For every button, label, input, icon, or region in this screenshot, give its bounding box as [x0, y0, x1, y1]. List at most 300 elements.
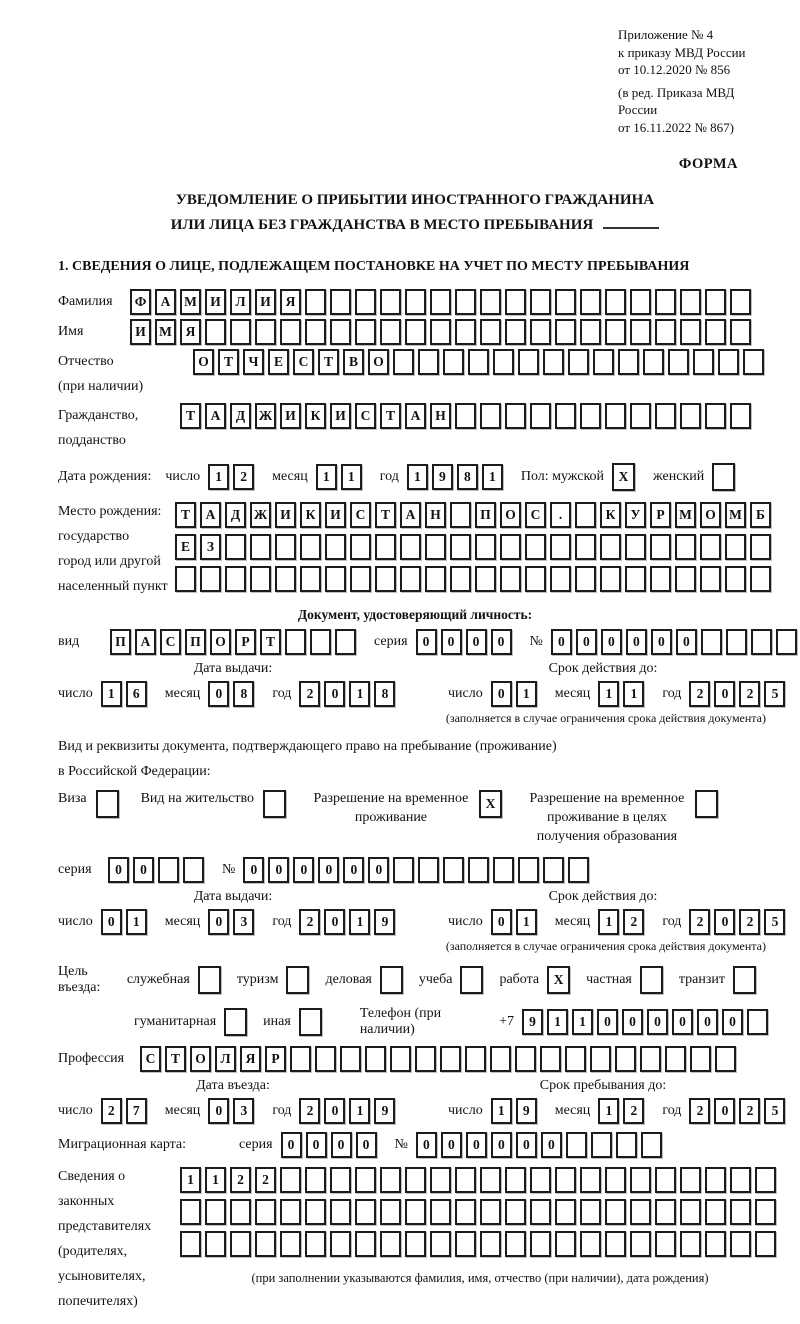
char-cell[interactable]: 0	[293, 857, 314, 883]
residence-expiry-day-cells[interactable]	[491, 909, 541, 935]
char-cell[interactable]	[701, 629, 722, 655]
char-cell[interactable]	[618, 349, 639, 375]
char-cell[interactable]	[605, 403, 626, 429]
char-cell[interactable]: 0	[101, 909, 122, 935]
char-cell[interactable]: Т	[318, 349, 339, 375]
char-cell[interactable]	[755, 1231, 776, 1257]
char-cell[interactable]	[747, 1009, 768, 1035]
doc-series-cells[interactable]	[416, 629, 516, 655]
char-cell[interactable]	[543, 857, 564, 883]
purpose-business-checkbox[interactable]	[380, 966, 407, 994]
char-cell[interactable]	[750, 534, 771, 560]
char-cell[interactable]	[305, 319, 326, 345]
char-cell[interactable]: О	[210, 629, 231, 655]
char-cell[interactable]	[443, 857, 464, 883]
doc-kind-cells[interactable]	[110, 629, 360, 655]
char-cell[interactable]	[465, 1046, 486, 1072]
char-cell[interactable]	[310, 629, 331, 655]
char-cell[interactable]: 1	[126, 909, 147, 935]
char-cell[interactable]	[755, 1167, 776, 1193]
char-cell[interactable]: 6	[126, 681, 147, 707]
char-cell[interactable]	[455, 289, 476, 315]
surname-cells[interactable]	[130, 289, 755, 315]
char-cell[interactable]: 0	[208, 909, 229, 935]
char-cell[interactable]: 2	[739, 681, 760, 707]
residence-expiry-month-cells[interactable]	[598, 909, 648, 935]
char-cell[interactable]	[505, 319, 526, 345]
char-cell[interactable]	[405, 1199, 426, 1225]
purpose-official-checkbox[interactable]	[198, 966, 225, 994]
char-cell[interactable]	[515, 1046, 536, 1072]
char-cell[interactable]: 2	[689, 1098, 710, 1124]
char-cell[interactable]: Д	[225, 502, 246, 528]
residence-issue-year-cells[interactable]	[299, 909, 399, 935]
char-cell[interactable]	[755, 1199, 776, 1225]
char-cell[interactable]	[700, 534, 721, 560]
profession-cells[interactable]	[140, 1046, 740, 1072]
char-cell[interactable]: С	[160, 629, 181, 655]
char-cell[interactable]: 9	[374, 1098, 395, 1124]
char-cell[interactable]	[655, 403, 676, 429]
char-cell[interactable]: 5	[764, 909, 785, 935]
char-cell[interactable]	[158, 857, 179, 883]
char-cell[interactable]	[305, 289, 326, 315]
char-cell[interactable]	[705, 289, 726, 315]
char-cell[interactable]	[730, 1199, 751, 1225]
char-cell[interactable]: 1	[349, 681, 370, 707]
char-cell[interactable]: Я	[240, 1046, 261, 1072]
char-cell[interactable]	[330, 1231, 351, 1257]
char-cell[interactable]	[493, 857, 514, 883]
char-cell[interactable]	[605, 1167, 626, 1193]
char-cell[interactable]	[365, 1046, 386, 1072]
char-cell[interactable]	[375, 534, 396, 560]
visa-checkbox[interactable]	[96, 790, 123, 818]
char-cell[interactable]	[393, 857, 414, 883]
char-cell[interactable]: 0	[208, 681, 229, 707]
residence-issue-month-cells[interactable]	[208, 909, 258, 935]
char-cell[interactable]: 0	[651, 629, 672, 655]
char-cell[interactable]	[575, 534, 596, 560]
char-cell[interactable]	[450, 502, 471, 528]
char-cell[interactable]: О	[500, 502, 521, 528]
char-cell[interactable]	[776, 629, 797, 655]
char-cell[interactable]	[730, 403, 751, 429]
char-cell[interactable]	[460, 966, 483, 994]
purpose-private-checkbox[interactable]	[640, 966, 667, 994]
char-cell[interactable]: О	[193, 349, 214, 375]
char-cell[interactable]: 8	[233, 681, 254, 707]
char-cell[interactable]: 0	[714, 681, 735, 707]
char-cell[interactable]	[718, 349, 739, 375]
char-cell[interactable]	[505, 1199, 526, 1225]
sex-female-checkbox[interactable]	[712, 463, 739, 491]
char-cell[interactable]: 0	[108, 857, 129, 883]
char-cell[interactable]: Ж	[250, 502, 271, 528]
char-cell[interactable]	[205, 319, 226, 345]
char-cell[interactable]: 2	[623, 1098, 644, 1124]
char-cell[interactable]	[555, 319, 576, 345]
char-cell[interactable]	[630, 319, 651, 345]
char-cell[interactable]	[200, 566, 221, 592]
char-cell[interactable]	[475, 566, 496, 592]
char-cell[interactable]	[250, 534, 271, 560]
char-cell[interactable]: 1	[349, 1098, 370, 1124]
patronymic-cells[interactable]	[193, 349, 768, 375]
char-cell[interactable]	[480, 1167, 501, 1193]
char-cell[interactable]: 1	[482, 464, 503, 490]
char-cell[interactable]: 7	[126, 1098, 147, 1124]
char-cell[interactable]	[730, 1167, 751, 1193]
char-cell[interactable]: Р	[650, 502, 671, 528]
char-cell[interactable]	[505, 289, 526, 315]
char-cell[interactable]	[180, 1199, 201, 1225]
char-cell[interactable]	[600, 566, 621, 592]
char-cell[interactable]	[695, 790, 718, 818]
char-cell[interactable]	[655, 289, 676, 315]
char-cell[interactable]: 0	[551, 629, 572, 655]
char-cell[interactable]	[335, 629, 356, 655]
char-cell[interactable]	[205, 1231, 226, 1257]
char-cell[interactable]	[680, 1199, 701, 1225]
char-cell[interactable]	[743, 349, 764, 375]
char-cell[interactable]	[550, 534, 571, 560]
char-cell[interactable]: Т	[180, 403, 201, 429]
char-cell[interactable]: 0	[466, 1132, 487, 1158]
char-cell[interactable]	[400, 566, 421, 592]
char-cell[interactable]: Т	[375, 502, 396, 528]
char-cell[interactable]: 0	[281, 1132, 302, 1158]
char-cell[interactable]	[183, 857, 204, 883]
char-cell[interactable]	[230, 1199, 251, 1225]
char-cell[interactable]: X	[479, 790, 502, 818]
char-cell[interactable]	[450, 566, 471, 592]
char-cell[interactable]	[630, 403, 651, 429]
char-cell[interactable]	[405, 1167, 426, 1193]
char-cell[interactable]: Я	[280, 289, 301, 315]
char-cell[interactable]: 5	[764, 1098, 785, 1124]
char-cell[interactable]: 0	[466, 629, 487, 655]
char-cell[interactable]	[712, 463, 735, 491]
char-cell[interactable]: 0	[356, 1132, 377, 1158]
char-cell[interactable]	[605, 1199, 626, 1225]
char-cell[interactable]	[430, 289, 451, 315]
char-cell[interactable]: Н	[430, 403, 451, 429]
char-cell[interactable]: .	[550, 502, 571, 528]
char-cell[interactable]	[680, 1167, 701, 1193]
char-cell[interactable]	[525, 534, 546, 560]
char-cell[interactable]	[275, 534, 296, 560]
char-cell[interactable]	[230, 1231, 251, 1257]
residence-permit-checkbox[interactable]	[263, 790, 290, 818]
char-cell[interactable]	[493, 349, 514, 375]
char-cell[interactable]: 1	[547, 1009, 568, 1035]
char-cell[interactable]	[730, 289, 751, 315]
char-cell[interactable]	[640, 1046, 661, 1072]
char-cell[interactable]	[630, 1199, 651, 1225]
char-cell[interactable]	[505, 1167, 526, 1193]
purpose-other-checkbox[interactable]	[299, 1008, 326, 1036]
char-cell[interactable]	[643, 349, 664, 375]
char-cell[interactable]: Л	[215, 1046, 236, 1072]
char-cell[interactable]: Л	[230, 289, 251, 315]
char-cell[interactable]	[468, 857, 489, 883]
stay-day-cells[interactable]	[491, 1098, 541, 1124]
char-cell[interactable]	[733, 966, 756, 994]
char-cell[interactable]	[418, 349, 439, 375]
residence-issue-day-cells[interactable]	[101, 909, 151, 935]
char-cell[interactable]	[750, 566, 771, 592]
char-cell[interactable]: 0	[306, 1132, 327, 1158]
char-cell[interactable]	[455, 1231, 476, 1257]
char-cell[interactable]: Д	[230, 403, 251, 429]
char-cell[interactable]: 0	[491, 1132, 512, 1158]
char-cell[interactable]	[726, 629, 747, 655]
char-cell[interactable]: X	[547, 966, 570, 994]
char-cell[interactable]: М	[180, 289, 201, 315]
char-cell[interactable]	[590, 1046, 611, 1072]
char-cell[interactable]: 0	[647, 1009, 668, 1035]
char-cell[interactable]: А	[155, 289, 176, 315]
char-cell[interactable]	[455, 403, 476, 429]
char-cell[interactable]: 0	[324, 1098, 345, 1124]
char-cell[interactable]	[680, 403, 701, 429]
char-cell[interactable]	[555, 403, 576, 429]
char-cell[interactable]	[285, 629, 306, 655]
char-cell[interactable]	[730, 319, 751, 345]
char-cell[interactable]	[400, 534, 421, 560]
char-cell[interactable]: 0	[324, 909, 345, 935]
char-cell[interactable]: А	[405, 403, 426, 429]
representatives-cells-row1[interactable]	[180, 1167, 780, 1193]
char-cell[interactable]	[490, 1046, 511, 1072]
char-cell[interactable]: 0	[714, 1098, 735, 1124]
temp-residence-checkbox[interactable]	[479, 790, 506, 818]
char-cell[interactable]: А	[135, 629, 156, 655]
char-cell[interactable]	[175, 566, 196, 592]
char-cell[interactable]: М	[675, 502, 696, 528]
birth-year-cells[interactable]	[407, 464, 507, 490]
char-cell[interactable]: Р	[265, 1046, 286, 1072]
char-cell[interactable]: 9	[374, 909, 395, 935]
char-cell[interactable]	[680, 289, 701, 315]
char-cell[interactable]: А	[400, 502, 421, 528]
char-cell[interactable]	[355, 319, 376, 345]
char-cell[interactable]: 1	[205, 1167, 226, 1193]
char-cell[interactable]	[705, 403, 726, 429]
char-cell[interactable]	[480, 1231, 501, 1257]
char-cell[interactable]	[443, 349, 464, 375]
char-cell[interactable]: Б	[750, 502, 771, 528]
char-cell[interactable]	[305, 1231, 326, 1257]
char-cell[interactable]: 0	[243, 857, 264, 883]
char-cell[interactable]: 2	[689, 909, 710, 935]
char-cell[interactable]: Т	[165, 1046, 186, 1072]
temp-residence-edu-checkbox[interactable]	[695, 790, 722, 818]
char-cell[interactable]: О	[700, 502, 721, 528]
char-cell[interactable]: К	[305, 403, 326, 429]
char-cell[interactable]	[355, 1199, 376, 1225]
char-cell[interactable]	[675, 566, 696, 592]
char-cell[interactable]: X	[612, 463, 635, 491]
char-cell[interactable]: 0	[622, 1009, 643, 1035]
char-cell[interactable]	[655, 1167, 676, 1193]
char-cell[interactable]: Ч	[243, 349, 264, 375]
char-cell[interactable]: 1	[623, 681, 644, 707]
char-cell[interactable]	[300, 534, 321, 560]
char-cell[interactable]: 8	[374, 681, 395, 707]
doc-number-cells[interactable]	[551, 629, 800, 655]
char-cell[interactable]: А	[200, 502, 221, 528]
char-cell[interactable]	[418, 857, 439, 883]
char-cell[interactable]	[425, 566, 446, 592]
char-cell[interactable]	[580, 1231, 601, 1257]
char-cell[interactable]	[580, 403, 601, 429]
char-cell[interactable]: М	[725, 502, 746, 528]
char-cell[interactable]	[280, 1199, 301, 1225]
char-cell[interactable]	[380, 1167, 401, 1193]
char-cell[interactable]	[580, 289, 601, 315]
char-cell[interactable]: Т	[260, 629, 281, 655]
char-cell[interactable]	[205, 1199, 226, 1225]
char-cell[interactable]: 2	[689, 681, 710, 707]
char-cell[interactable]	[225, 534, 246, 560]
char-cell[interactable]: 8	[457, 464, 478, 490]
representatives-cells-row3[interactable]	[180, 1231, 780, 1257]
residence-expiry-year-cells[interactable]	[689, 909, 789, 935]
char-cell[interactable]: 0	[576, 629, 597, 655]
char-cell[interactable]	[180, 1231, 201, 1257]
migration-number-cells[interactable]	[416, 1132, 666, 1158]
char-cell[interactable]: 0	[491, 909, 512, 935]
char-cell[interactable]	[225, 566, 246, 592]
purpose-tourism-checkbox[interactable]	[286, 966, 313, 994]
char-cell[interactable]	[450, 534, 471, 560]
char-cell[interactable]: Я	[180, 319, 201, 345]
char-cell[interactable]	[390, 1046, 411, 1072]
char-cell[interactable]: 0	[416, 1132, 437, 1158]
char-cell[interactable]: 2	[623, 909, 644, 935]
char-cell[interactable]	[730, 1231, 751, 1257]
sex-male-checkbox[interactable]	[612, 463, 639, 491]
char-cell[interactable]	[290, 1046, 311, 1072]
char-cell[interactable]: 0	[541, 1132, 562, 1158]
char-cell[interactable]	[530, 289, 551, 315]
char-cell[interactable]: 0	[597, 1009, 618, 1035]
char-cell[interactable]	[580, 1199, 601, 1225]
char-cell[interactable]: 2	[299, 909, 320, 935]
char-cell[interactable]	[255, 319, 276, 345]
char-cell[interactable]	[630, 289, 651, 315]
purpose-humanitarian-checkbox[interactable]	[224, 1008, 251, 1036]
char-cell[interactable]	[565, 1046, 586, 1072]
char-cell[interactable]: Е	[175, 534, 196, 560]
char-cell[interactable]	[350, 566, 371, 592]
stay-month-cells[interactable]	[598, 1098, 648, 1124]
char-cell[interactable]: 0	[601, 629, 622, 655]
char-cell[interactable]: 2	[299, 1098, 320, 1124]
char-cell[interactable]	[480, 403, 501, 429]
char-cell[interactable]: П	[475, 502, 496, 528]
char-cell[interactable]	[555, 1231, 576, 1257]
char-cell[interactable]: 1	[101, 681, 122, 707]
char-cell[interactable]	[593, 349, 614, 375]
char-cell[interactable]: О	[368, 349, 389, 375]
char-cell[interactable]	[725, 566, 746, 592]
char-cell[interactable]	[230, 319, 251, 345]
char-cell[interactable]: С	[355, 403, 376, 429]
char-cell[interactable]	[530, 1167, 551, 1193]
char-cell[interactable]: 0	[268, 857, 289, 883]
char-cell[interactable]	[680, 1231, 701, 1257]
char-cell[interactable]: И	[330, 403, 351, 429]
char-cell[interactable]: 0	[318, 857, 339, 883]
char-cell[interactable]: В	[343, 349, 364, 375]
char-cell[interactable]: 0	[331, 1132, 352, 1158]
char-cell[interactable]	[650, 534, 671, 560]
char-cell[interactable]	[430, 1231, 451, 1257]
char-cell[interactable]	[591, 1132, 612, 1158]
char-cell[interactable]: 1	[349, 909, 370, 935]
entry-month-cells[interactable]	[208, 1098, 258, 1124]
char-cell[interactable]	[300, 566, 321, 592]
char-cell[interactable]	[380, 1199, 401, 1225]
char-cell[interactable]	[580, 319, 601, 345]
char-cell[interactable]: 1	[516, 681, 537, 707]
char-cell[interactable]	[263, 790, 286, 818]
birth-place-cells-row3[interactable]	[175, 566, 775, 592]
char-cell[interactable]: 1	[598, 909, 619, 935]
char-cell[interactable]: 1	[491, 1098, 512, 1124]
char-cell[interactable]: 0	[626, 629, 647, 655]
doc-expiry-year-cells[interactable]	[689, 681, 789, 707]
char-cell[interactable]	[440, 1046, 461, 1072]
char-cell[interactable]: К	[300, 502, 321, 528]
char-cell[interactable]	[575, 502, 596, 528]
char-cell[interactable]: 3	[233, 1098, 254, 1124]
char-cell[interactable]	[250, 566, 271, 592]
char-cell[interactable]: Р	[235, 629, 256, 655]
char-cell[interactable]: И	[280, 403, 301, 429]
doc-issue-day-cells[interactable]	[101, 681, 151, 707]
char-cell[interactable]: 0	[343, 857, 364, 883]
char-cell[interactable]: 1	[180, 1167, 201, 1193]
char-cell[interactable]	[580, 1167, 601, 1193]
char-cell[interactable]	[568, 857, 589, 883]
char-cell[interactable]: 2	[739, 909, 760, 935]
char-cell[interactable]: 5	[764, 681, 785, 707]
char-cell[interactable]	[605, 319, 626, 345]
purpose-work-checkbox[interactable]	[547, 966, 574, 994]
char-cell[interactable]	[530, 319, 551, 345]
char-cell[interactable]: 2	[255, 1167, 276, 1193]
char-cell[interactable]: И	[275, 502, 296, 528]
char-cell[interactable]	[355, 1231, 376, 1257]
char-cell[interactable]: 2	[233, 464, 254, 490]
char-cell[interactable]: С	[350, 502, 371, 528]
entry-day-cells[interactable]	[101, 1098, 151, 1124]
char-cell[interactable]	[655, 1231, 676, 1257]
char-cell[interactable]	[475, 534, 496, 560]
char-cell[interactable]	[530, 403, 551, 429]
char-cell[interactable]: 0	[676, 629, 697, 655]
char-cell[interactable]	[425, 534, 446, 560]
char-cell[interactable]: 1	[341, 464, 362, 490]
char-cell[interactable]: 0	[714, 909, 735, 935]
char-cell[interactable]: 2	[739, 1098, 760, 1124]
char-cell[interactable]	[655, 319, 676, 345]
char-cell[interactable]	[275, 566, 296, 592]
